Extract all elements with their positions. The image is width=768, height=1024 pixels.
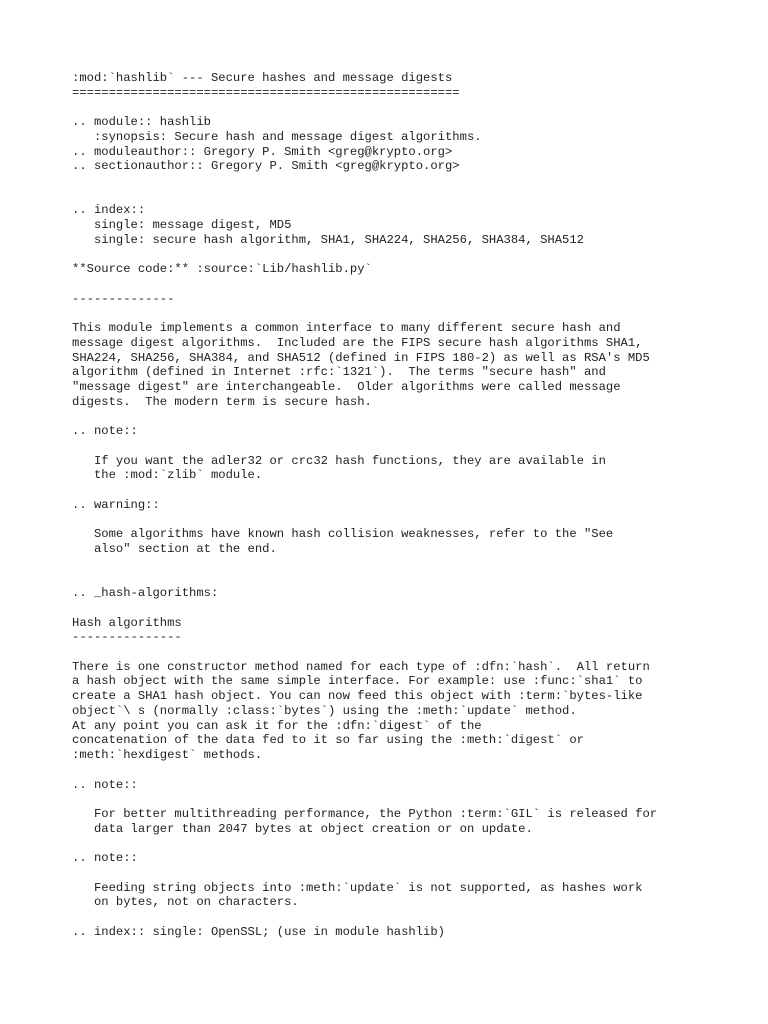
text-line: **Source code:** :source:`Lib/hashlib.py` [72, 262, 372, 277]
text-line [72, 910, 768, 925]
text-line [72, 763, 768, 778]
text-line [72, 307, 768, 322]
text-line [72, 513, 768, 528]
text-line: data larger than 2047 bytes at object creation or on update. [72, 821, 533, 836]
text-line: For better multithreading performance, the Python :term:`GIL` is released for [72, 806, 658, 821]
text-line: SHA224, SHA256, SHA384, and SHA512 (defined in FIPS 180-2) as well as RSA's MD5 [72, 350, 650, 365]
text-line: --------------- [72, 630, 182, 645]
text-line [72, 174, 768, 189]
text-line: Some algorithms have known hash collision weaknesses, refer to the "See [72, 527, 614, 542]
text-line [72, 248, 768, 263]
text-line [72, 100, 768, 115]
text-line: Hash algorithms [72, 615, 182, 630]
text-line: a hash object with the same simple interface. For example: use :func:`sha1` to [72, 674, 643, 689]
text-line [72, 557, 768, 572]
text-line [72, 439, 768, 454]
text-line: "message digest" are interchangeable. Older algorithms were called message [72, 380, 621, 395]
text-line: .. moduleauthor:: Gregory P. Smith <greg@krypto.org> [72, 144, 453, 159]
text-line: .. _hash-algorithms: [72, 586, 219, 601]
text-line: ===================================================== [72, 85, 460, 100]
text-line: object`\ s (normally :class:`bytes`) using the :meth:`update` method. [72, 703, 577, 718]
text-line: :synopsis: Secure hash and message digest algorithms. [72, 129, 482, 144]
text-line: .. note:: [72, 777, 138, 792]
text-line [72, 277, 768, 292]
text-line [72, 866, 768, 881]
text-line [72, 483, 768, 498]
text-line [72, 792, 768, 807]
text-line: .. warning:: [72, 497, 160, 512]
text-line: message digest algorithms. Included are the FIPS secure hash algorithms SHA1, [72, 335, 643, 350]
text-line: algorithm (defined in Internet :rfc:`1321`). The terms "secure hash" and [72, 365, 606, 380]
text-line: At any point you can ask it for the :dfn:`digest` of the [72, 718, 482, 733]
text-line: .. note:: [72, 424, 138, 439]
text-line: There is one constructor method named for each type of :dfn:`hash`. All return [72, 659, 650, 674]
text-line: the :mod:`zlib` module. [72, 468, 263, 483]
text-line: single: secure hash algorithm, SHA1, SHA224, SHA256, SHA384, SHA512 [72, 232, 584, 247]
text-line [72, 571, 768, 586]
text-line: .. index:: single: OpenSSL; (use in module hashlib) [72, 924, 445, 939]
text-line: This module implements a common interface to many different secure hash and [72, 321, 621, 336]
text-line: :mod:`hashlib` --- Secure hashes and message digests [72, 71, 453, 85]
text-line: also" section at the end. [72, 542, 277, 556]
text-line [72, 601, 768, 616]
text-line: .. sectionauthor:: Gregory P. Smith <greg@krypto.org> [72, 159, 460, 174]
text-line: on bytes, not on characters. [72, 895, 299, 910]
text-line [72, 645, 768, 660]
text-line [72, 410, 768, 425]
text-line: .. index:: [72, 203, 146, 218]
text-line: single: message digest, MD5 [72, 218, 292, 233]
text-line [72, 189, 768, 204]
text-line: .. module:: hashlib [72, 115, 211, 130]
text-line [72, 836, 768, 851]
text-line: digests. The modern term is secure hash. [72, 394, 372, 409]
text-line: If you want the adler32 or crc32 hash functions, they are available in [72, 453, 606, 468]
document-body [72, 71, 768, 939]
text-line: create a SHA1 hash object. You can now feed this object with :term:`bytes-like [72, 689, 643, 704]
text-line: :meth:`hexdigest` methods. [72, 748, 263, 763]
text-line: concatenation of the data fed to it so far using the :meth:`digest` or [72, 733, 584, 748]
text-line: .. note:: [72, 851, 138, 866]
text-line: -------------- [72, 291, 175, 306]
text-line: Feeding string objects into :meth:`update` is not supported, as hashes work [72, 880, 643, 895]
